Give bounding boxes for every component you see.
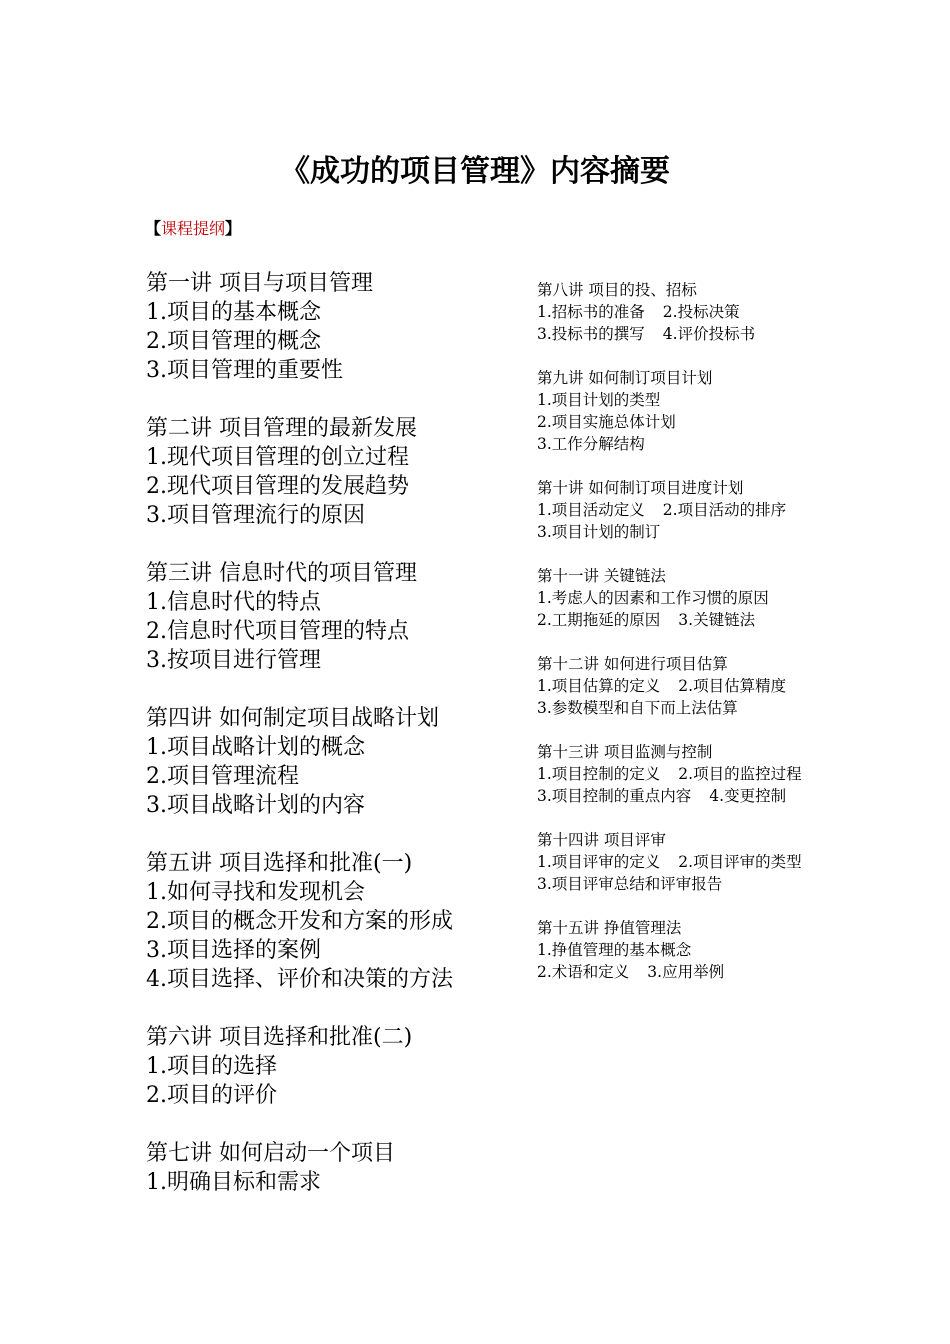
lecture-topic: 3.项目控制的重点内容 bbox=[537, 787, 692, 805]
lecture-topic: 1.现代项目管理的创立过程 bbox=[146, 445, 409, 470]
lecture-block bbox=[146, 1139, 536, 1197]
lecture-block bbox=[537, 917, 937, 983]
lecture-topic: 1.考虑人的因素和工作习惯的原因 bbox=[537, 589, 769, 607]
lecture-topic: 3.关键链法 bbox=[678, 611, 756, 629]
lecture-topic: 2.项目估算精度 bbox=[678, 677, 787, 695]
lecture-topic: 2.项目活动的排序 bbox=[662, 501, 787, 519]
lecture-topic-row bbox=[537, 785, 937, 807]
lecture-block bbox=[537, 279, 937, 345]
lecture-block bbox=[146, 704, 536, 820]
lecture-topic: 1.招标书的准备 bbox=[537, 303, 645, 321]
lecture-title: 第十五讲 挣值管理法 bbox=[537, 919, 682, 937]
lecture-topic: 3.应用举例 bbox=[647, 963, 725, 981]
lecture-title: 第十讲 如何制订项目进度计划 bbox=[537, 479, 744, 497]
lecture-title: 第八讲 项目的投、招标 bbox=[537, 281, 697, 299]
lecture-topic: 3.项目管理的重要性 bbox=[146, 358, 343, 383]
left-lecture-column bbox=[146, 269, 536, 1226]
lecture-topic: 1.项目活动定义 bbox=[537, 501, 645, 519]
right-lecture-column bbox=[537, 279, 937, 1005]
lecture-topic-row bbox=[537, 675, 937, 697]
lecture-title: 第九讲 如何制订项目计划 bbox=[537, 369, 713, 387]
lecture-topic-row bbox=[537, 939, 937, 961]
lecture-topic: 1.项目的选择 bbox=[146, 1054, 277, 1079]
lecture-topic: 2.项目的概念开发和方案的形成 bbox=[146, 909, 453, 934]
lecture-title: 第十二讲 如何进行项目估算 bbox=[537, 655, 728, 673]
lecture-topic: 1.项目的基本概念 bbox=[146, 300, 321, 325]
lecture-topic: 1.项目控制的定义 bbox=[537, 765, 661, 783]
lecture-topic-row bbox=[537, 389, 937, 411]
lecture-title: 第三讲 信息时代的项目管理 bbox=[146, 561, 417, 586]
lecture-title: 第五讲 项目选择和批准(一) bbox=[146, 851, 413, 876]
lecture-topic-row bbox=[537, 587, 937, 609]
lecture-topic-row bbox=[537, 763, 937, 785]
lecture-topic: 3.项目战略计划的内容 bbox=[146, 793, 365, 818]
lecture-block bbox=[537, 653, 937, 719]
lecture-topic: 2.工期拖延的原因 bbox=[537, 611, 661, 629]
lecture-title: 第十三讲 项目监测与控制 bbox=[537, 743, 713, 761]
lecture-block bbox=[146, 849, 536, 994]
lecture-block bbox=[146, 414, 536, 530]
lecture-block bbox=[537, 829, 937, 895]
lecture-title: 第六讲 项目选择和批准(二) bbox=[146, 1025, 413, 1050]
lecture-topic: 1.挣值管理的基本概念 bbox=[537, 941, 692, 959]
lecture-topic: 3.项目管理流行的原因 bbox=[146, 503, 365, 528]
lecture-topic: 1.项目计划的类型 bbox=[537, 391, 661, 409]
lecture-topic: 3.工作分解结构 bbox=[537, 435, 645, 453]
lecture-block bbox=[537, 565, 937, 631]
lecture-topic: 4.变更控制 bbox=[709, 787, 787, 805]
lecture-topic: 3.投标书的撰写 bbox=[537, 325, 645, 343]
lecture-topic-row bbox=[537, 301, 937, 323]
lecture-topic: 4.评价投标书 bbox=[662, 325, 756, 343]
lecture-topic-row bbox=[537, 851, 937, 873]
lecture-block bbox=[537, 741, 937, 807]
lecture-topic: 3.项目计划的制订 bbox=[537, 523, 661, 541]
lecture-block bbox=[537, 477, 937, 543]
lecture-topic-row bbox=[537, 411, 937, 433]
lecture-topic: 1.信息时代的特点 bbox=[146, 590, 321, 615]
outline-label: 【课程提纲】 bbox=[145, 219, 242, 238]
lecture-topic: 2.项目实施总体计划 bbox=[537, 413, 676, 431]
lecture-topic: 2.项目的监控过程 bbox=[678, 765, 802, 783]
lecture-topic: 2.术语和定义 bbox=[537, 963, 630, 981]
lecture-topic: 1.明确目标和需求 bbox=[146, 1170, 321, 1195]
lecture-block bbox=[146, 559, 536, 675]
lecture-topic: 1.项目评审的定义 bbox=[537, 853, 661, 871]
lecture-topic-row bbox=[537, 499, 937, 521]
lecture-topic: 2.信息时代项目管理的特点 bbox=[146, 619, 409, 644]
lecture-topic: 3.按项目进行管理 bbox=[146, 648, 321, 673]
lecture-topic-row bbox=[537, 697, 937, 719]
lecture-topic: 1.如何寻找和发现机会 bbox=[146, 880, 365, 905]
lecture-topic-row bbox=[537, 609, 937, 631]
lecture-topic: 2.项目管理的概念 bbox=[146, 329, 321, 354]
lecture-topic-row bbox=[537, 873, 937, 895]
lecture-topic-row bbox=[537, 521, 937, 543]
lecture-topic: 1.项目估算的定义 bbox=[537, 677, 661, 695]
lecture-topic: 4.项目选择、评价和决策的方法 bbox=[146, 967, 453, 992]
lecture-block bbox=[146, 1023, 536, 1110]
lecture-title: 第七讲 如何启动一个项目 bbox=[146, 1141, 395, 1166]
lecture-topic: 3.参数模型和自下而上法估算 bbox=[537, 699, 738, 717]
lecture-title: 第四讲 如何制定项目战略计划 bbox=[146, 706, 439, 731]
lecture-topic: 3.项目评审总结和评审报告 bbox=[537, 875, 723, 893]
lecture-topic: 2.项目的评价 bbox=[146, 1083, 277, 1108]
lecture-topic-row bbox=[537, 323, 937, 345]
lecture-topic: 3.项目选择的案例 bbox=[146, 938, 321, 963]
lecture-topic-row bbox=[537, 433, 937, 455]
lecture-topic-row bbox=[537, 961, 937, 983]
page-title: 《成功的项目管理》内容摘要 bbox=[280, 154, 670, 189]
lecture-title: 第十四讲 项目评审 bbox=[537, 831, 666, 849]
lecture-title: 第二讲 项目管理的最新发展 bbox=[146, 416, 417, 441]
lecture-topic: 2.现代项目管理的发展趋势 bbox=[146, 474, 409, 499]
lecture-block bbox=[146, 269, 536, 385]
lecture-block bbox=[537, 367, 937, 455]
lecture-topic: 2.项目评审的类型 bbox=[678, 853, 802, 871]
lecture-title: 第一讲 项目与项目管理 bbox=[146, 271, 373, 296]
lecture-topic: 2.投标决策 bbox=[662, 303, 740, 321]
lecture-title: 第十一讲 关键链法 bbox=[537, 567, 666, 585]
outline-label-text: 课程提纲 bbox=[161, 219, 226, 238]
lecture-topic: 2.项目管理流程 bbox=[146, 764, 299, 789]
lecture-topic: 1.项目战略计划的概念 bbox=[146, 735, 365, 760]
